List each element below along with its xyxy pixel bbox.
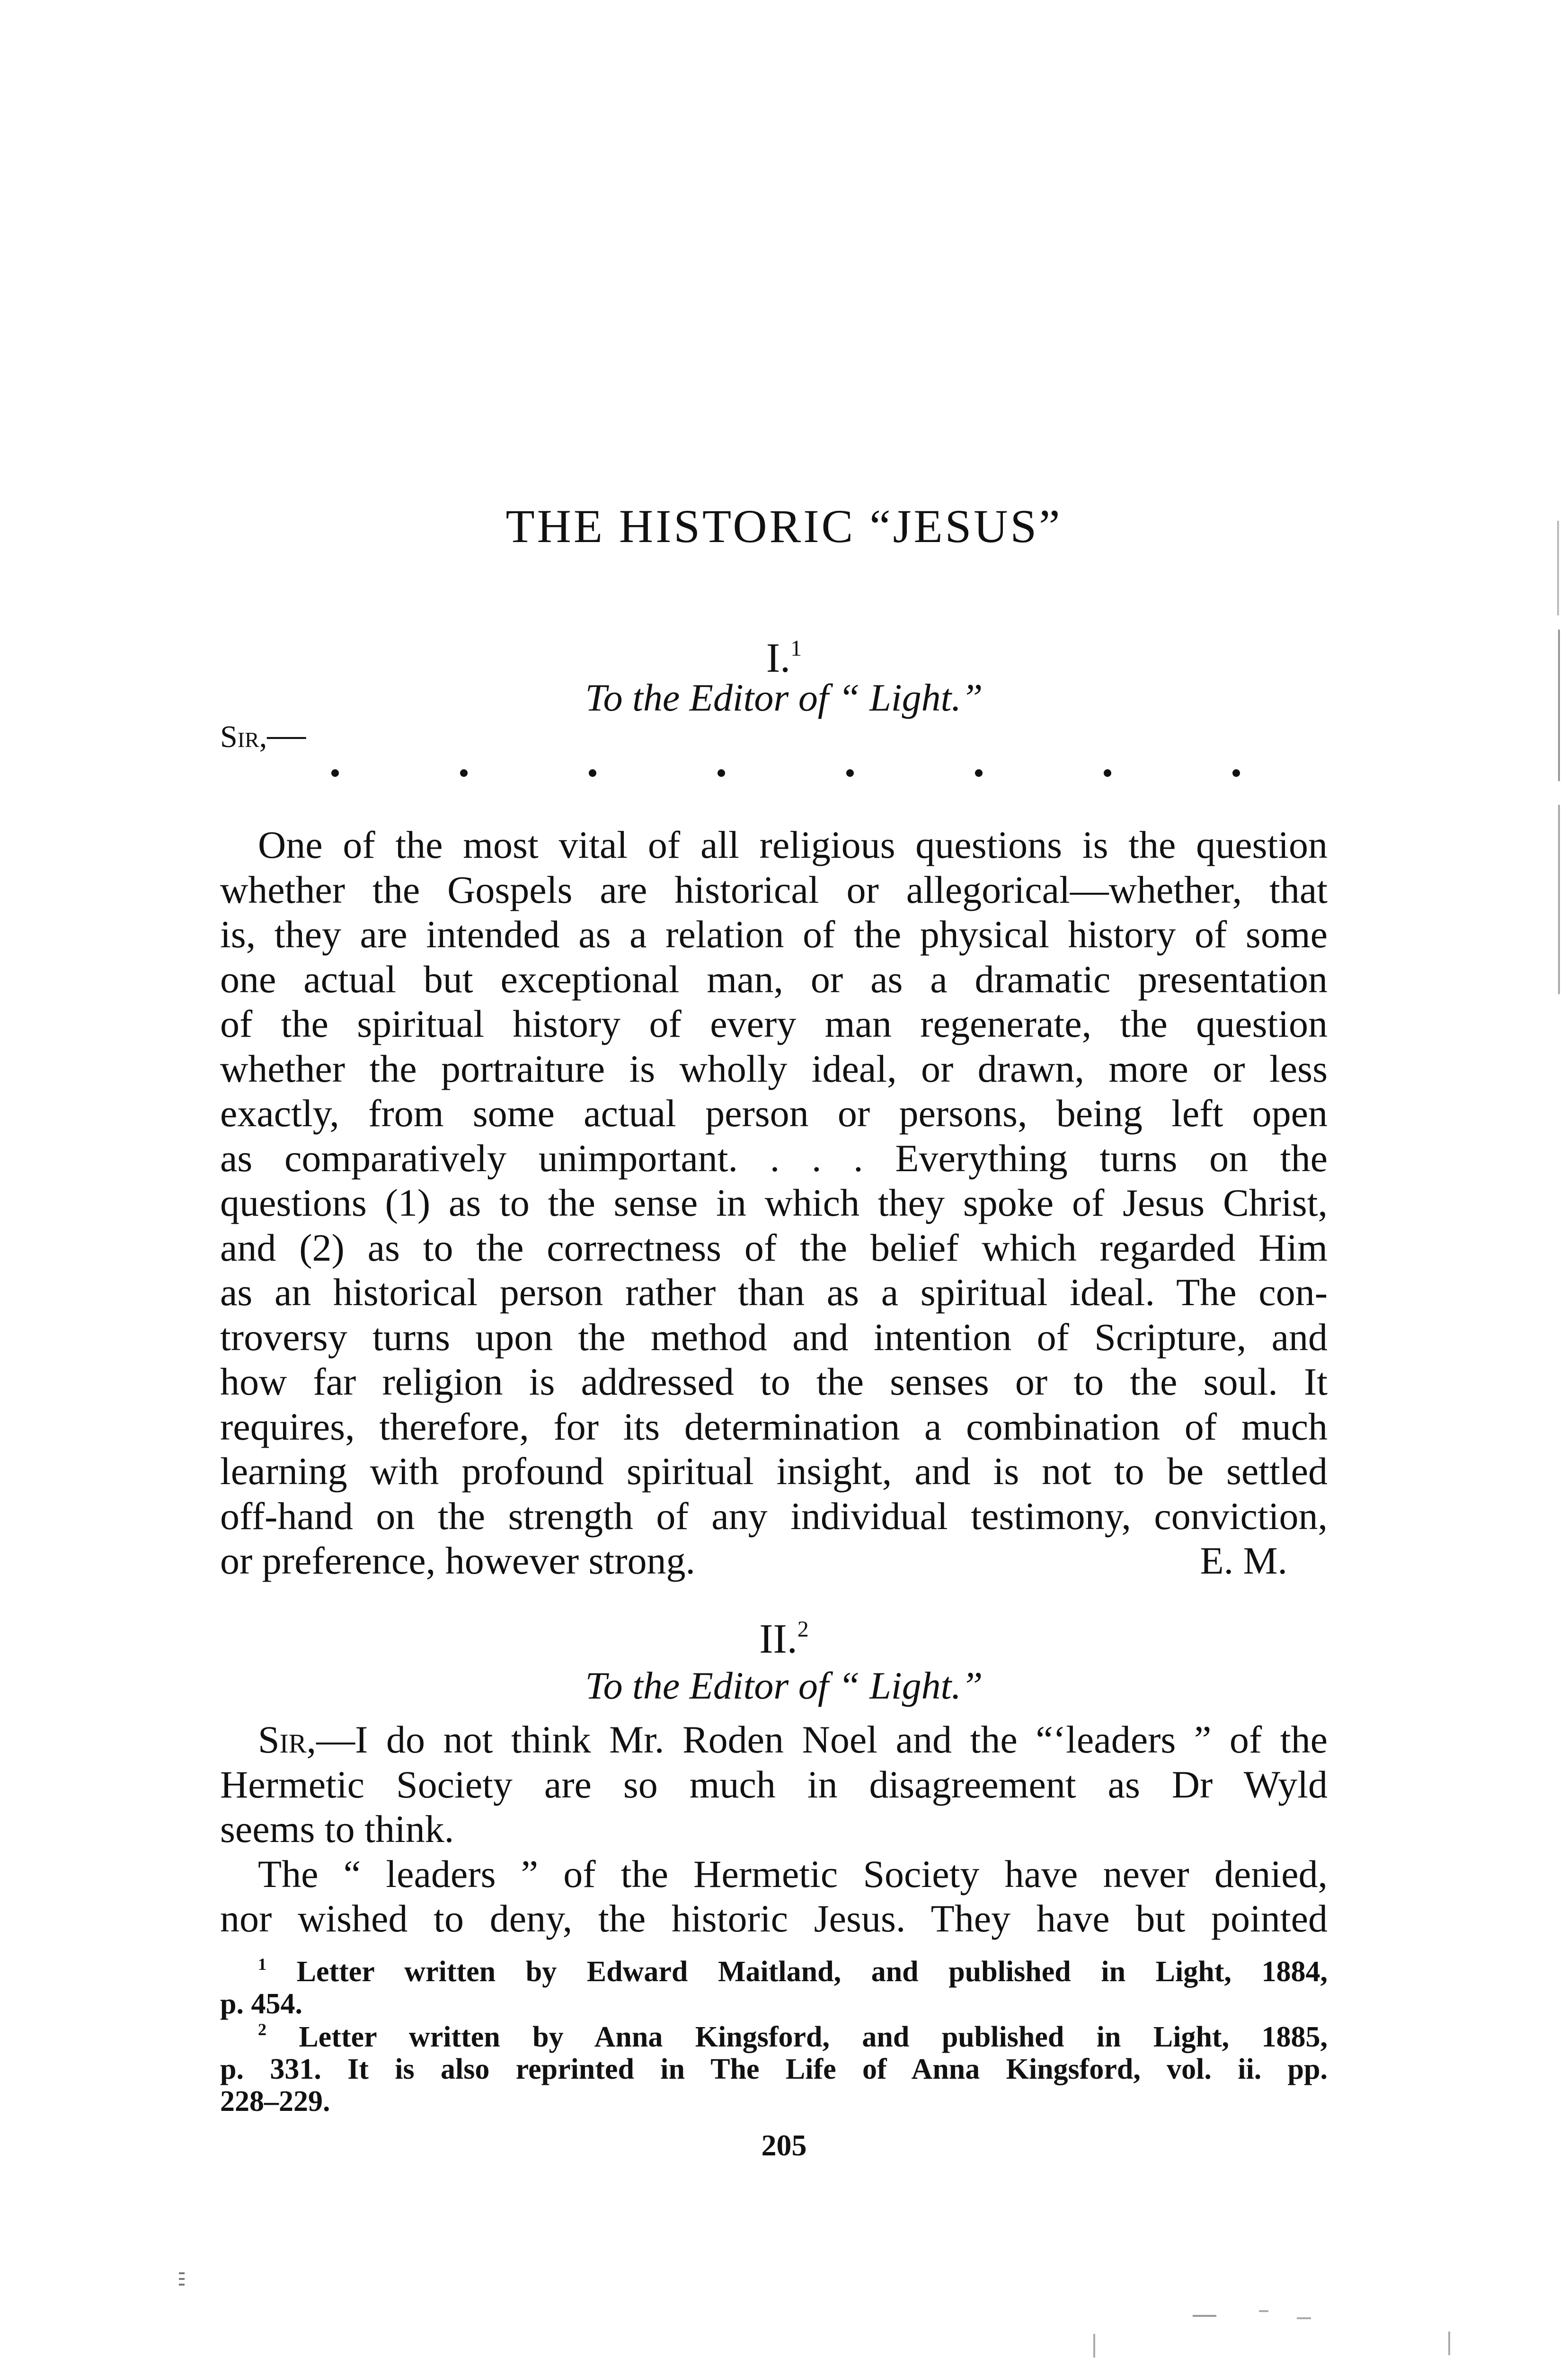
salutation-dash: — [267, 712, 306, 756]
footnote-line: p. 454. [220, 1988, 302, 2020]
ellipsis-dot [975, 769, 983, 777]
scan-artifact [1259, 2310, 1268, 2312]
ellipsis-dot [331, 769, 339, 777]
letter-2-body [220, 1717, 1328, 1941]
scan-artifact [179, 2284, 185, 2286]
page-title: THE HISTORIC “JESUS” [505, 500, 1063, 552]
salutation-sir: Sir, [220, 720, 267, 754]
text-line [220, 1717, 1328, 1762]
ellipsis-row [331, 769, 1240, 777]
footnote-text: Letter written by Edward Maitland, and published in Light, 1884, [296, 1956, 1328, 1988]
footnote-mark: 1 [258, 1955, 266, 1974]
scan-artifact [1558, 805, 1560, 994]
scan-artifact [1557, 521, 1559, 615]
letter-2-numeral-text: II. [759, 1616, 797, 1662]
text-line: as an historical person rather than as a spiritual ideal. The con- [220, 1271, 1328, 1314]
text-line: off-hand on the strength of any individual testimony, conviction, [220, 1494, 1328, 1538]
text-line: The “ leaders ” of the Hermetic Society have never denied, [258, 1852, 1328, 1895]
letter-1-body [220, 823, 1328, 1584]
ellipsis-dot [718, 769, 725, 777]
text-line: troversy turns upon the method and intention of Scripture, and [220, 1315, 1328, 1359]
letter-2-editor-line: To the Editor of “ Light.” [585, 1664, 983, 1707]
text-line-last [220, 1539, 1328, 1584]
text-line: whether the portraiture is wholly ideal, or drawn, more or less [220, 1047, 1328, 1090]
scan-artifact [1193, 2315, 1216, 2317]
ellipsis-dot [1232, 769, 1240, 777]
signature: E. M. [1200, 1539, 1287, 1582]
scan-artifact [1558, 630, 1560, 781]
text-line: and (2) as to the correctness of the belief which regarded Him [220, 1226, 1328, 1269]
salutation-sir: Sir, [258, 1718, 317, 1761]
text-line: learning with profound spiritual insight, and is not to be settled [220, 1450, 1328, 1493]
text-line: requires, therefore, for its determination a combination of much [220, 1405, 1328, 1448]
scan-artifact [1448, 2331, 1450, 2355]
ellipsis-dot [589, 769, 596, 777]
closing-text: or preference, however strong. [220, 1539, 696, 1582]
text-line: how far religion is addressed to the senses or to the soul. It [220, 1360, 1328, 1403]
text-line: as comparatively unimportant. . . . Everything turns on the [220, 1136, 1328, 1180]
letter-1-salutation [220, 712, 306, 756]
footnote-line: 228–229. [220, 2085, 330, 2118]
footnote-ref-2: 2 [797, 1617, 809, 1642]
text-line: questions (1) as to the sense in which they spoke of Jesus Christ, [220, 1181, 1328, 1224]
scan-artifact [179, 2272, 185, 2274]
scan-artifact [179, 2278, 185, 2280]
footnote-1 [220, 1948, 1328, 2020]
page-number: 205 [761, 2128, 807, 2162]
ellipsis-dot [846, 769, 854, 777]
text-line: is, they are intended as a relation of the physical history of some [220, 913, 1328, 956]
text-line: exactly, from some actual person or persons, being left open [220, 1092, 1328, 1135]
ellipsis-dot [460, 769, 468, 777]
text-line: of the spiritual history of every man regenerate, the question [220, 1002, 1328, 1045]
letter-1-numeral [0, 637, 1568, 679]
text-line: one actual but exceptional man, or as a dramatic presentation [220, 957, 1328, 1001]
text-line: whether the Gospels are historical or allegorical—whether, that [220, 868, 1328, 911]
text-line: seems to think. [220, 1807, 454, 1851]
footnote-line: p. 331. It is also reprinted in The Life of Anna Kingsford, vol. ii. pp. [220, 2053, 1328, 2085]
text-line: nor wished to deny, the historic Jesus. They have but pointed [220, 1897, 1328, 1940]
ellipsis-dot [1104, 769, 1111, 777]
text-line: Hermetic Society are so much in disagreement as Dr Wyld [220, 1762, 1328, 1806]
footnote-text: Letter written by Anna Kingsford, and published in Light, 1885, [299, 2021, 1328, 2053]
letter-1-numeral-text: I. [766, 635, 791, 681]
footnote-2 [220, 2013, 1328, 2118]
letter-1-editor-line: To the Editor of “ Light.” [585, 676, 983, 719]
footnote-line [220, 1948, 1328, 1988]
text-fragment: —I do not think Mr. Roden Noel and the “‘leaders ” of the [316, 1718, 1328, 1761]
footnote-line [220, 2013, 1328, 2053]
scan-artifact [1297, 2317, 1311, 2319]
text-line: One of the most vital of all religious questions is the question [258, 823, 1328, 866]
footnote-ref-1: 1 [790, 636, 802, 661]
scan-artifact [1093, 2334, 1095, 2358]
footnote-mark: 2 [258, 2020, 266, 2039]
letter-2-numeral [0, 1618, 1568, 1660]
